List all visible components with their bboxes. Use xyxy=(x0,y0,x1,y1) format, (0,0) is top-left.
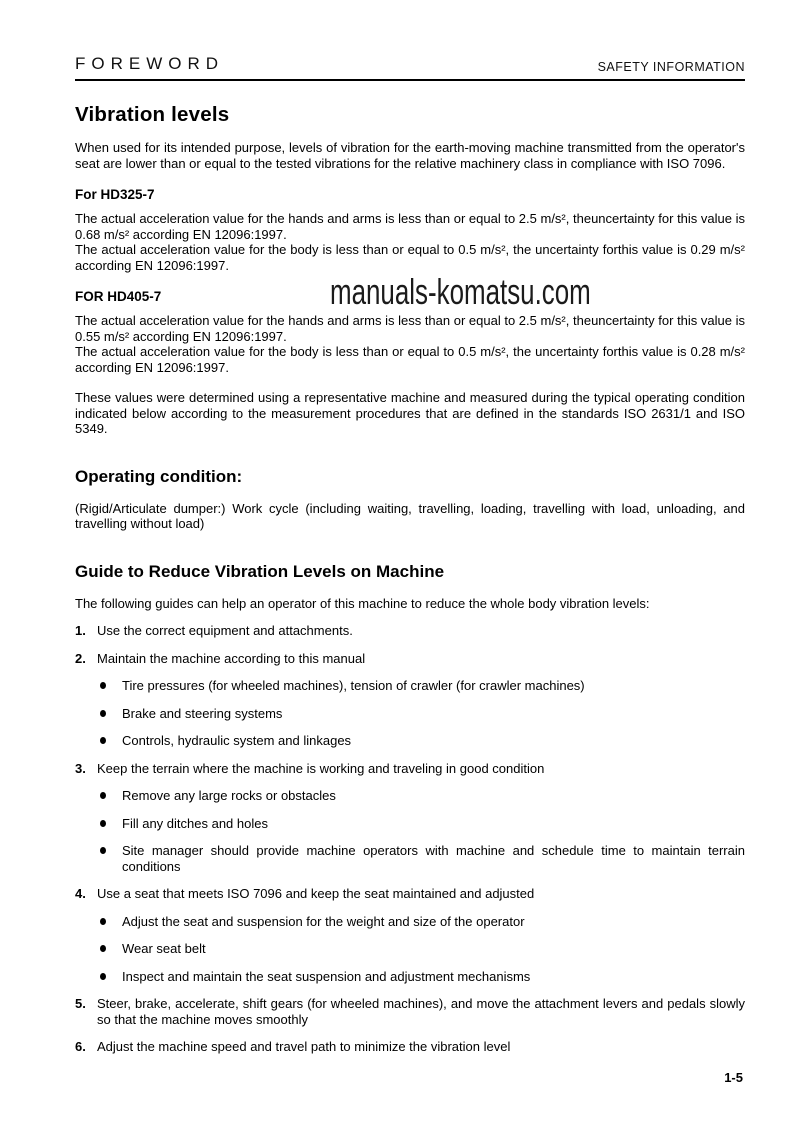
header-rule xyxy=(75,79,745,81)
guide-item-4-bullet-1 xyxy=(75,914,745,930)
bullet-text: Adjust the seat and suspension for the weight and size of the operator xyxy=(122,913,525,929)
bullet-text: Site manager should provide machine operators with machine and schedule time to maintain terrain conditions xyxy=(122,843,745,874)
bullet-icon xyxy=(100,973,106,980)
header-section-title: FOREWORD xyxy=(75,54,225,73)
page-number: 1-5 xyxy=(724,1070,743,1085)
item-text: Use the correct equipment and attachments. xyxy=(97,623,353,638)
operating-condition-heading: Operating condition: xyxy=(75,466,243,486)
item-number: 6. xyxy=(75,1039,86,1054)
guide-item-3-bullet-3 xyxy=(75,843,745,874)
intro-paragraph: When used for its intended purpose, levels of vibration for the earth-moving machine transmitted from the operator's seat are lower than or equal to the tested vibrations for the relative machinery class in compliance with ISO 7096. xyxy=(75,140,745,171)
header-subsection-title: SAFETY INFORMATION xyxy=(597,60,745,74)
guide-item-2-bullet-3 xyxy=(75,733,745,749)
guide-item-3 xyxy=(75,761,745,777)
guide-item-1 xyxy=(75,623,745,639)
item-number: 3. xyxy=(75,760,86,776)
bullet-icon xyxy=(100,682,106,689)
guide-item-4-bullet-2 xyxy=(75,941,745,957)
bullet-icon xyxy=(100,737,106,744)
item-number: 5. xyxy=(75,996,86,1011)
page-title: Vibration levels xyxy=(75,103,230,126)
item-text: Adjust the machine speed and travel path to minimize the vibration level xyxy=(97,1039,511,1054)
operating-condition-body: (Rigid/Articulate dumper:) Work cycle (including waiting, travelling, loading, travelling with load, unloading, and travelling without load) xyxy=(75,500,745,531)
guide-item-4-bullet-3 xyxy=(75,969,745,985)
hd405-line2: The actual acceleration value for the body is less than or equal to 0.5 m/s², the uncertainty forthis value is 0.28 m/s² according EN 12096:1997. xyxy=(75,344,745,375)
item-text: Steer, brake, accelerate, shift gears (for wheeled machines), and move the attachment levers and pedals slowly so that the machine moves smoothly xyxy=(97,996,745,1027)
hd405-line1: The actual acceleration value for the hands and arms is less than or equal to 2.5 m/s², theuncertainty for this value is 0.55 m/s² according EN 12096:1997. xyxy=(75,313,745,344)
watermark-text: manuals-komatsu.com xyxy=(330,271,591,312)
guide-intro: The following guides can help an operator of this machine to reduce the whole body vibration levels: xyxy=(75,595,650,611)
item-number: 1. xyxy=(75,623,86,638)
guide-heading: Guide to Reduce Vibration Levels on Machine xyxy=(75,561,445,581)
bullet-text: Tire pressures (for wheeled machines), tension of crawler (for crawler machines) xyxy=(122,678,585,693)
guide-item-3-bullet-1 xyxy=(75,788,745,804)
bullet-text: Fill any ditches and holes xyxy=(122,815,268,831)
guide-item-2-bullet-2 xyxy=(75,706,745,722)
hd325-line2: The actual acceleration value for the body is less than or equal to 0.5 m/s², the uncertainty forthis value is 0.29 m/s² according EN 12096:1997. xyxy=(75,242,745,273)
hd325-line1: The actual acceleration value for the hands and arms is less than or equal to 2.5 m/s², theuncertainty for this value is 0.68 m/s² according EN 12096:1997. xyxy=(75,211,745,242)
guide-item-2-bullet-1 xyxy=(75,678,745,694)
guide-item-4 xyxy=(75,886,745,902)
item-number: 4. xyxy=(75,886,86,901)
bullet-text: Inspect and maintain the seat suspension and adjustment mechanisms xyxy=(122,968,531,984)
guide-item-6 xyxy=(75,1039,745,1055)
hd405-heading: FOR HD405-7 xyxy=(75,289,162,304)
bullet-text: Controls, hydraulic system and linkages xyxy=(122,733,352,748)
guide-item-3-bullet-2 xyxy=(75,816,745,832)
bullet-icon xyxy=(100,847,106,854)
page-header xyxy=(75,54,745,74)
bullet-text: Brake and steering systems xyxy=(122,705,283,721)
guide-item-5 xyxy=(75,996,745,1027)
bullet-icon xyxy=(100,820,106,827)
bullet-icon xyxy=(100,945,106,952)
guide-item-2 xyxy=(75,651,745,667)
bullet-text: Wear seat belt xyxy=(122,941,206,956)
item-number: 2. xyxy=(75,650,86,666)
determination-note: These values were determined using a representative machine and measured during the typical operating condition indicated below according to the measurement procedures that are defined in the standards ISO 2631/1 and ISO 5349. xyxy=(75,390,745,436)
bullet-icon xyxy=(100,792,106,799)
bullet-icon xyxy=(100,918,106,925)
bullet-text: Remove any large rocks or obstacles xyxy=(122,788,336,803)
item-text: Keep the terrain where the machine is working and traveling in good condition xyxy=(97,760,545,776)
item-text: Maintain the machine according to this manual xyxy=(97,650,366,666)
item-text: Use a seat that meets ISO 7096 and keep the seat maintained and adjusted xyxy=(97,886,535,901)
bullet-icon xyxy=(100,710,106,717)
hd325-heading: For HD325-7 xyxy=(75,187,155,202)
